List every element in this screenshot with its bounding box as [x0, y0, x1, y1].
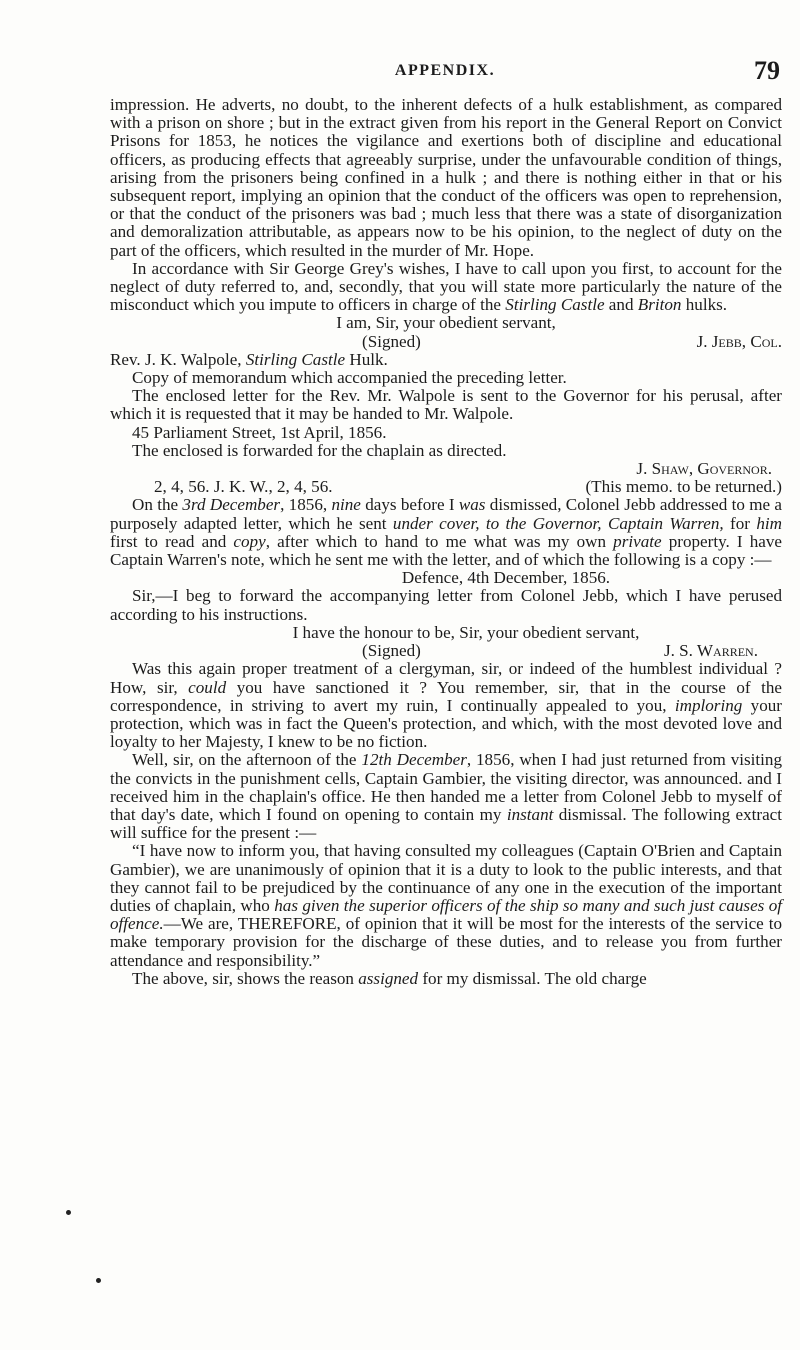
signer-shaw-text: J. Shaw, Governor.	[636, 459, 772, 479]
text-run: Well, sir, on the afternoon of the	[132, 750, 362, 770]
page-header	[110, 58, 780, 88]
signer-jebb: J. Jebb, Col.	[696, 331, 782, 351]
memo-date-line	[110, 478, 782, 496]
text-run: your protection, which was in fact the Queen's protection, and which, with the most devoted love and loyalty to her Majesty, I knew to be no fiction.	[110, 695, 782, 752]
italic-word: could	[188, 677, 227, 697]
italic-word: nine	[331, 495, 361, 515]
italic-date: 3rd December	[182, 495, 281, 515]
signed-label: (Signed)	[362, 331, 421, 351]
text-run: The above, sir, shows the reason	[132, 968, 359, 988]
margin-speck	[96, 1278, 101, 1283]
paragraph-memo-copy: Copy of memorandum which accompanied the preceding letter.	[132, 368, 567, 388]
italic-word: private	[613, 531, 662, 551]
letter-closing-2: I have the honour to be, Sir, your obedient servant,	[292, 622, 640, 642]
text-run: , 1856,	[280, 495, 332, 515]
text-run: “I have now to inform you, that having consulted my colleagues (Captain O'Brien and Captain Gambier), we are unanimously of opinion that it is a duty to look to the public interests, and that they cannot fail to be prejudiced by the continuance of any one in the execution of the important duties of chaplain, who	[110, 841, 782, 915]
text-run: for	[723, 513, 757, 533]
text-run: property. I have Captain Warren's note, which he sent me with the letter, and of which the following is a copy :—	[110, 531, 782, 570]
signed-label: (Signed)	[362, 641, 421, 661]
italic-word: was	[458, 495, 486, 515]
signer-warren: J. S. Warren.	[663, 641, 758, 661]
paragraph-impression: impression. He adverts, no doubt, to the inherent defects of a hulk establishment, as compared with a prison on shore ; but in the extract given from his report in the General Report on Convict Prisons for 1853, he notices the vigilance and exertions both of discipline and educational officers, as producing effects that agreeably surprise, under the unfavourable condition of things, arising from the prisoners being confined in a hulk ; and there is nothing either in that or his subsequent report, implying an opinion that the conduct of the officers was open to reprehension, or that the conduct of the prisoners was bad ; much less that there was a state of disorganization and demoralization attributable, as appears now to be his opinion, to the neglect of duty on the part of the officers, which resulted in the murder of Mr. Hope.	[110, 95, 782, 260]
text-run: Hulk.	[345, 349, 388, 369]
paragraph-address-date: 45 Parliament Street, 1st April, 1856.	[132, 422, 387, 442]
text-run: Was this again proper treatment of a clergyman, sir, or indeed of the humblest individual ? How, sir,	[110, 659, 782, 697]
italic-word: him	[756, 513, 782, 533]
ship-name-briton: Briton	[637, 295, 682, 315]
text-run: On the	[132, 495, 183, 515]
page-number: 79	[754, 56, 780, 85]
paragraph-enclosed-letter: The enclosed letter for the Rev. Mr. Walpole is sent to the Governor for his perusal, after which it is requested that it may be handed to Mr. Walpole.	[110, 386, 782, 424]
dateline-defence: Defence, 4th December, 1856.	[401, 568, 611, 588]
margin-speck	[66, 1210, 71, 1215]
text-run: for my dismissal. The old charge	[418, 968, 647, 988]
italic-phrase: under cover, to the Governor, Captain Warren,	[392, 513, 724, 533]
text-run: In accordance with Sir George Grey's wishes, I have to call upon you first, to account for the neglect of duty referred to, and, secondly, that you will state more particularly the nature of the misconduct which you impute to officers in charge of the	[110, 258, 782, 315]
paragraph-forwarded: The enclosed is forwarded for the chaplain as directed.	[132, 440, 507, 460]
text-run: you have sanctioned it ? You remember, sir, that in the course of the correspondence, in striving to avert my ruin, I continually appealed to you,	[110, 677, 782, 715]
addressee-line	[110, 351, 782, 369]
text-run: days before I	[360, 495, 459, 515]
ship-name-stirling-castle: Stirling Castle	[505, 295, 605, 315]
text-run: —We are, THEREFORE, of opinion that it will be most for the interests of the service to make temporary provision for the discharge of these duties, and to release you from further attendance and responsibility.”	[110, 914, 782, 970]
italic-word: assigned	[358, 968, 419, 988]
running-head: APPENDIX.	[394, 62, 496, 79]
paragraph-quoted-extract	[110, 842, 782, 969]
text-run: and	[604, 295, 638, 315]
text-run: dismissal. The following extract will suffice for the present :—	[110, 804, 782, 843]
memo-date: 2, 4, 56. J. K. W., 2, 4, 56.	[154, 477, 333, 497]
text-run: dismissed, Colonel Jebb addressed to me a purposely adapted letter, which he sent	[110, 495, 783, 533]
memo-note: (This memo. to be returned.)	[585, 477, 782, 497]
paragraph-twelfth-december	[110, 751, 782, 842]
text-run: first to read and	[110, 531, 234, 551]
text-run: , 1856, when I had just returned from visiting the convicts in the punishment cells, Captain Gambier, the visiting director, was announced. and I received him in the chaplain's office. He then handed me a letter from Colonel Jebb to myself of that day's date, which I found on opening to contain my	[110, 750, 782, 824]
italic-word: copy	[233, 531, 266, 551]
ship-name-stirling-castle: Stirling Castle	[245, 349, 346, 369]
signature-line-1	[110, 333, 782, 351]
letter-closing-1: I am, Sir, your obedient servant,	[336, 313, 556, 333]
italic-phrase: has given the superior officers of the ship so many and such just causes of offence.	[110, 895, 782, 934]
paragraph-grey-wishes	[110, 260, 782, 315]
paragraph-third-december	[110, 496, 782, 569]
paragraph-warren-letter: Sir,—I beg to forward the accompanying letter from Colonel Jebb, which I have perused according to his instructions.	[110, 586, 782, 624]
paragraph-proper-treatment	[110, 660, 782, 751]
italic-date: 12th December	[361, 750, 467, 770]
text-run: Rev. J. K. Walpole,	[110, 349, 246, 369]
signature-line-2	[110, 642, 782, 660]
italic-word: imploring	[674, 695, 743, 715]
signer-shaw	[110, 460, 782, 478]
text-run: hulks.	[681, 295, 728, 315]
body-text	[110, 96, 782, 988]
italic-word: instant	[506, 804, 554, 824]
paragraph-reason-assigned	[110, 970, 782, 988]
text-run: , after which to hand to me what was my own	[265, 531, 614, 551]
